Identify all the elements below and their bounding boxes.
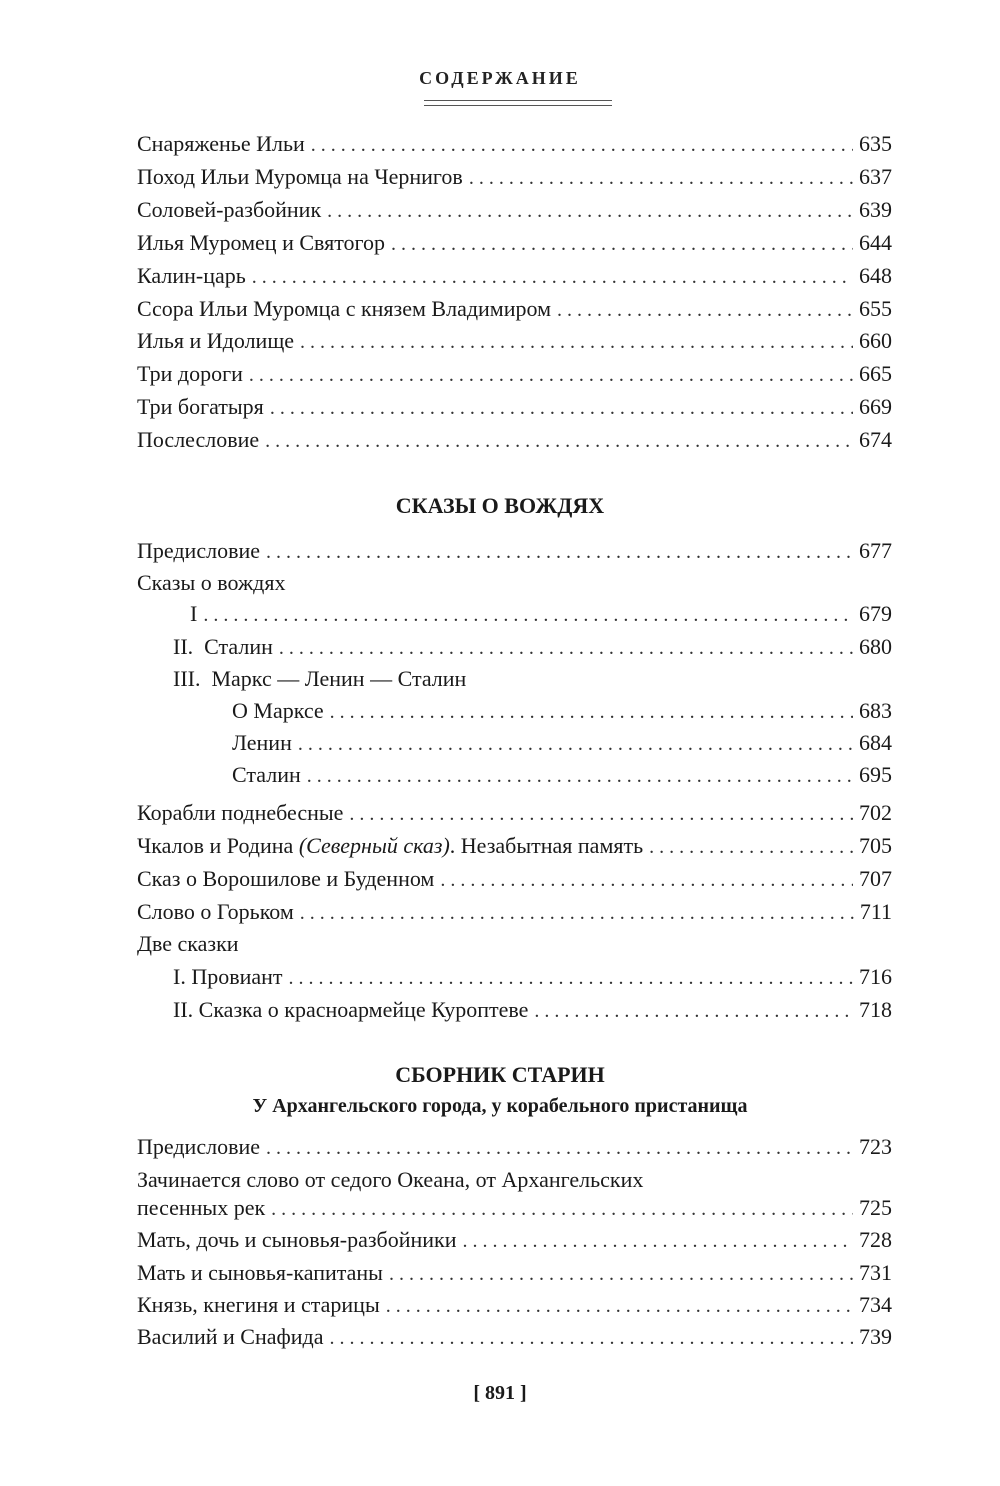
- dot-leader: [391, 228, 853, 260]
- toc-entry: [137, 325, 892, 357]
- entry-title: Слово о Горьком: [137, 899, 294, 924]
- section-subheading: У Архангельского города, у корабельного пристанища: [252, 1095, 748, 1117]
- entry-title: Предисловие: [137, 1134, 260, 1159]
- dot-leader: [279, 632, 853, 664]
- entry-title: Василий и Снафида: [137, 1324, 324, 1349]
- dot-leader: [300, 326, 853, 358]
- entry-page: 695: [859, 762, 892, 787]
- dot-leader: [270, 392, 853, 424]
- entry-title: Илья и Идолище: [137, 328, 295, 353]
- toc-entry: [137, 260, 892, 292]
- entry-page: 716: [859, 964, 892, 989]
- toc-entry: [173, 631, 892, 663]
- entry-page: 711: [859, 899, 892, 924]
- dot-leader: [289, 962, 853, 994]
- page-number: [ 891 ]: [473, 1382, 527, 1404]
- entry-title: песенных рек: [137, 1195, 266, 1220]
- entry-page: 677: [859, 538, 892, 563]
- dot-leader: [298, 728, 853, 760]
- entry-title: III. Маркс — Ленин — Сталин: [173, 666, 467, 691]
- entry-page: 655: [859, 296, 892, 321]
- toc-entry: [137, 1321, 892, 1353]
- toc-entry: [137, 128, 892, 160]
- dot-leader: [329, 1322, 853, 1354]
- entry-page: 660: [859, 328, 892, 353]
- toc-entry: [137, 863, 892, 895]
- entry-title: [137, 830, 643, 862]
- toc-entry: [137, 1192, 892, 1224]
- toc-entry: [137, 567, 892, 599]
- entry-title: Сказ о Ворошилове и Буденном: [137, 866, 435, 891]
- entry-title: II. Сказка о красноармейце Куроптеве: [173, 997, 529, 1022]
- toc-entry: [137, 1224, 892, 1256]
- entry-title: Зачинается слово от седого Океана, от Архангельских: [137, 1167, 644, 1192]
- entry-page: 684: [859, 730, 892, 755]
- entry-page: 679: [859, 601, 892, 626]
- header-rule: [424, 100, 612, 106]
- entry-title: Две сказки: [137, 931, 239, 956]
- dot-leader: [300, 897, 854, 929]
- section-heading: СКАЗЫ О ВОЖДЯХ: [395, 493, 605, 518]
- toc-entry: [137, 227, 892, 259]
- entry-page: 734: [859, 1292, 892, 1317]
- entry-page: 639: [859, 197, 892, 222]
- entry-title-italic: (Северный сказ): [298, 833, 450, 858]
- toc-entry: [190, 598, 892, 630]
- entry-title: Сказы о вождях: [137, 570, 286, 595]
- entry-title: I. Провиант: [173, 964, 283, 989]
- entry-title: Калин-царь: [137, 263, 246, 288]
- dot-leader: [249, 359, 853, 391]
- entry-page: 728: [859, 1227, 892, 1252]
- entry-page: 674: [859, 427, 892, 452]
- dot-leader: [252, 261, 853, 293]
- entry-title: Снаряженье Ильи: [137, 131, 305, 156]
- entry-title: Послесловие: [137, 427, 260, 452]
- page-title: СОДЕРЖАНИЕ: [419, 68, 581, 88]
- page-header: [0, 68, 1000, 89]
- entry-title: Соловей-разбойник: [137, 197, 322, 222]
- entry-page: 707: [859, 866, 892, 891]
- dot-leader: [307, 760, 853, 792]
- entry-page: 644: [859, 230, 892, 255]
- toc-entry: [137, 1257, 892, 1289]
- dot-leader: [469, 162, 853, 194]
- entry-page: 680: [859, 634, 892, 659]
- dot-leader: [557, 294, 853, 326]
- toc-entry: [137, 535, 892, 567]
- toc-entry: [137, 1289, 892, 1321]
- dot-leader: [311, 129, 853, 161]
- toc-entry: [137, 928, 892, 960]
- toc-entry: [173, 961, 892, 993]
- entry-title: Мать и сыновья-капитаны: [137, 1260, 383, 1285]
- dot-leader: [389, 1258, 853, 1290]
- entry-title: Ленин: [232, 730, 292, 755]
- dot-leader: [463, 1225, 853, 1257]
- entry-page: 637: [859, 164, 892, 189]
- toc-entry: [173, 994, 892, 1026]
- toc-entry: [137, 391, 892, 423]
- entry-page: 718: [859, 997, 892, 1022]
- entry-title: Предисловие: [137, 538, 260, 563]
- entry-title-prefix: Чкалов и Родина: [137, 833, 299, 858]
- dot-leader: [265, 425, 853, 457]
- dot-leader: [266, 1132, 853, 1164]
- entry-page: 648: [859, 263, 892, 288]
- entry-title: Корабли поднебесные: [137, 800, 344, 825]
- section-heading: СБОРНИК СТАРИН: [395, 1062, 605, 1087]
- entry-title: Сталин: [232, 762, 301, 787]
- dot-leader: [327, 195, 853, 227]
- entry-title: Князь, кнегиня и старицы: [137, 1292, 380, 1317]
- dot-leader: [386, 1290, 853, 1322]
- entry-page: 635: [859, 131, 892, 156]
- entry-title: Мать, дочь и сыновья-разбойники: [137, 1227, 457, 1252]
- entry-title: Три дороги: [137, 361, 243, 386]
- dot-leader: [330, 696, 853, 728]
- entry-page: 669: [859, 394, 892, 419]
- entry-page: 725: [859, 1195, 892, 1220]
- toc-entry: [137, 293, 892, 325]
- entry-title: II. Сталин: [173, 634, 273, 659]
- dot-leader: [349, 798, 853, 830]
- toc-entry: [137, 830, 892, 862]
- entry-title: Илья Муромец и Святогор: [137, 230, 386, 255]
- entry-title: О Марксе: [232, 698, 324, 723]
- entry-title: I: [190, 601, 198, 626]
- toc-entry: [232, 759, 892, 791]
- toc-entry: [173, 663, 892, 695]
- entry-page: 723: [859, 1134, 892, 1159]
- toc-entry: [137, 161, 892, 193]
- dot-leader: [271, 1193, 853, 1225]
- toc-entry: [137, 797, 892, 829]
- toc-entry: [137, 424, 892, 456]
- entry-title: Поход Ильи Муромца на Чернигов: [137, 164, 463, 189]
- toc-entry: [232, 727, 892, 759]
- entry-page: 739: [859, 1324, 892, 1349]
- entry-title-suffix: . Незабытная память: [449, 833, 644, 858]
- dot-leader: [649, 831, 853, 863]
- toc-entry: [137, 358, 892, 390]
- toc-entry: [137, 896, 892, 928]
- entry-title: Ссора Ильи Муромца с князем Владимиром: [137, 296, 552, 321]
- dot-leader: [534, 995, 853, 1027]
- toc-entry: [137, 194, 892, 226]
- entry-page: 705: [859, 833, 892, 858]
- entry-title: Три богатыря: [137, 394, 264, 419]
- entry-page: 731: [859, 1260, 892, 1285]
- toc-entry: [137, 1131, 892, 1163]
- entry-page: 665: [859, 361, 892, 386]
- entry-page: 683: [859, 698, 892, 723]
- entry-page: 702: [859, 800, 892, 825]
- dot-leader: [266, 536, 853, 568]
- dot-leader: [440, 864, 853, 896]
- toc-entry: [232, 695, 892, 727]
- dot-leader: [203, 599, 853, 631]
